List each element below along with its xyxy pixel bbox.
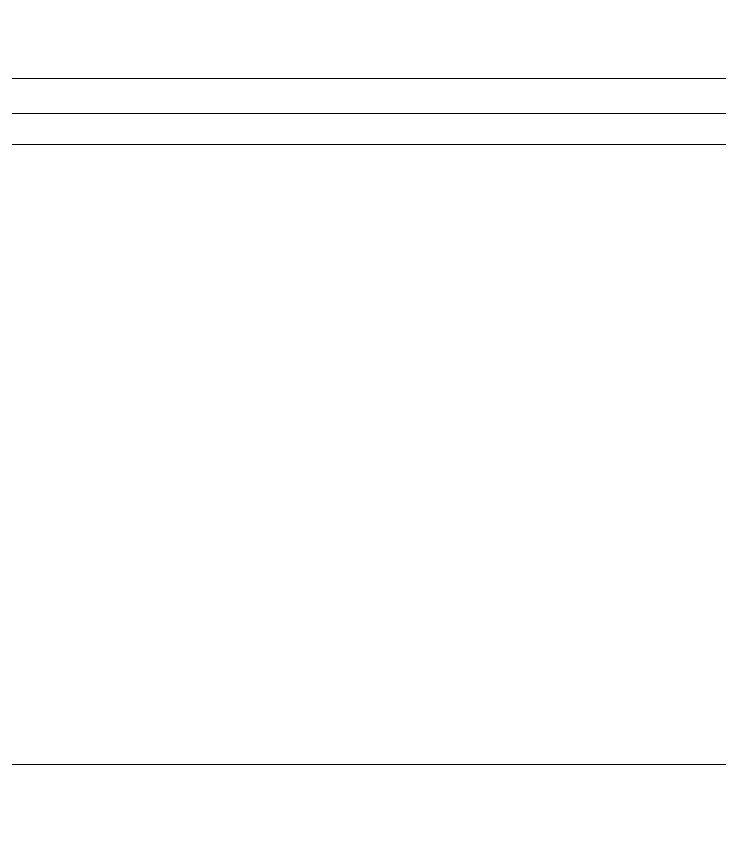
top-rule — [12, 78, 726, 79]
column-header-rule — [12, 144, 726, 145]
notes-en — [380, 780, 730, 787]
header-rule — [12, 113, 726, 114]
bottom-rule — [12, 764, 726, 765]
